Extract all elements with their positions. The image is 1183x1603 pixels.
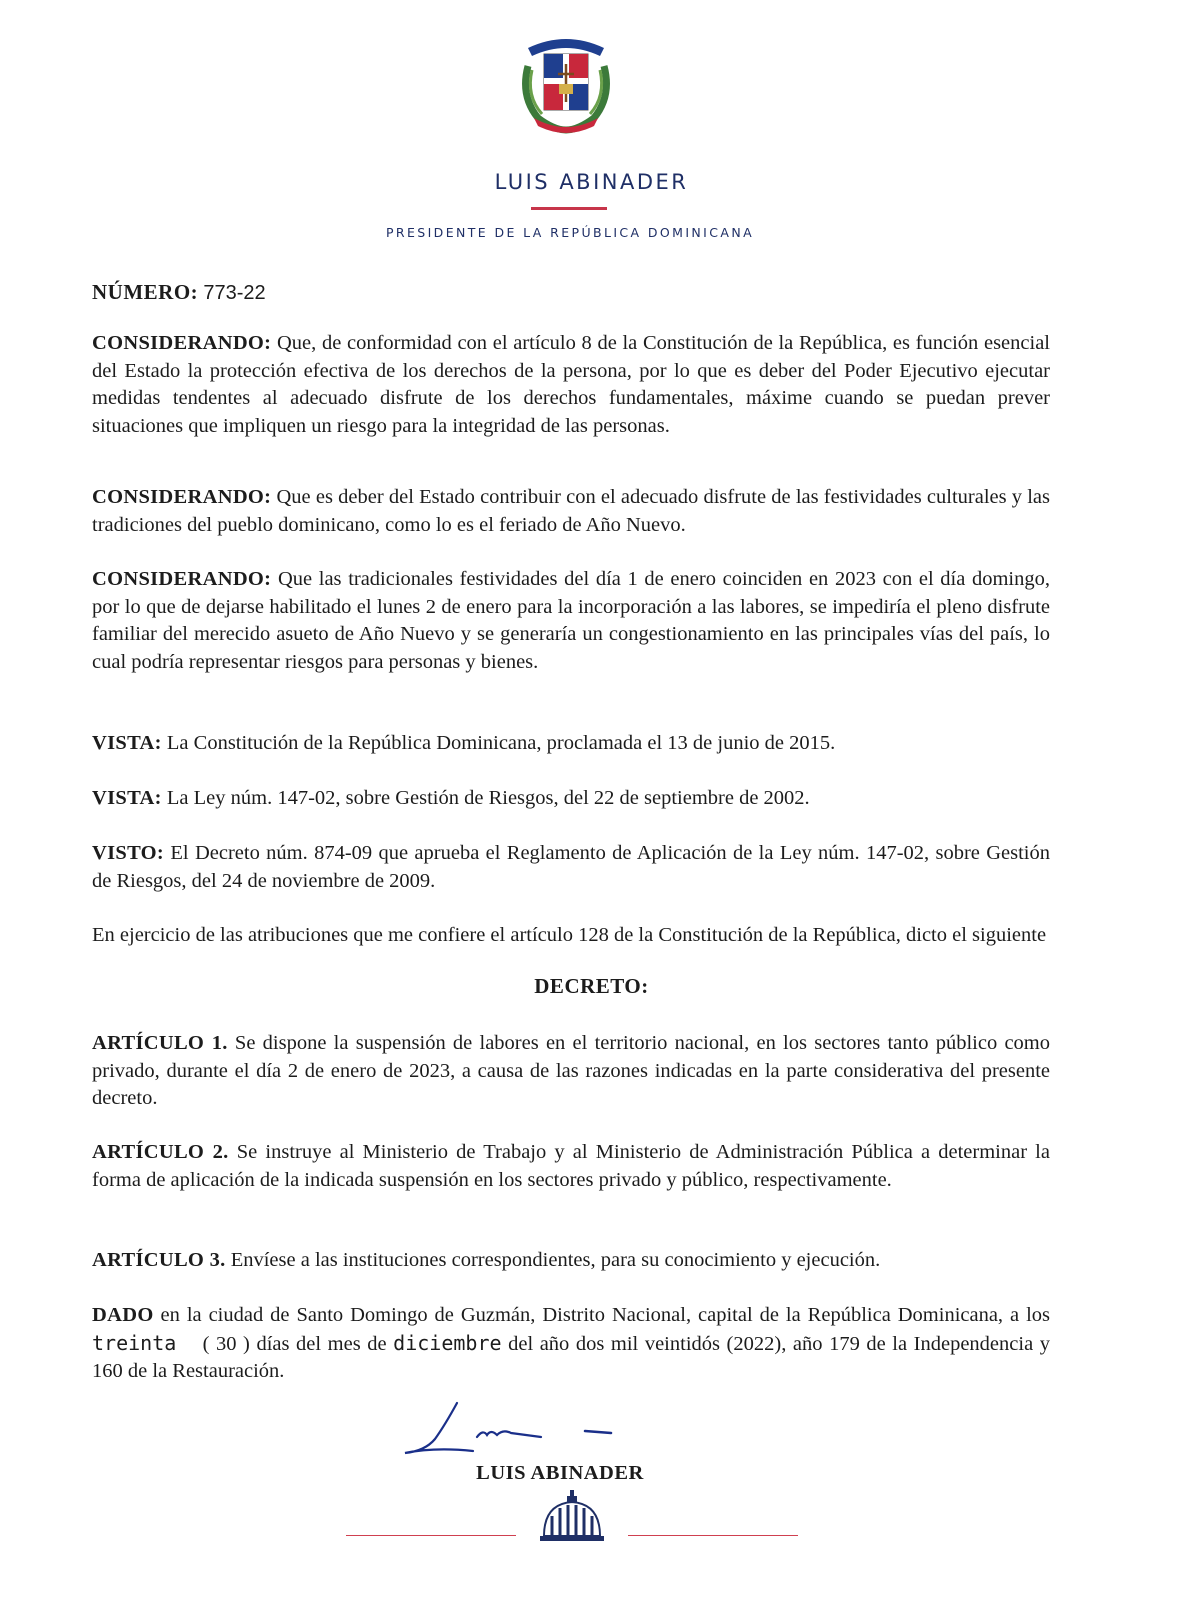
articulo-paragraph [92,1030,1050,1113]
header-president-name: LUIS ABINADER [494,170,689,194]
vista-label: VISTA: [92,732,162,754]
articulo-label: ARTÍCULO 1. [92,1032,228,1054]
footer-divider-left [346,1535,516,1537]
signature-name: LUIS ABINADER [476,1462,644,1484]
dado-month: diciembre [393,1330,502,1355]
dado-day-number: ( 30 ) [202,1332,250,1355]
considerando-text: Que las tradicionales festividades del día 1 de enero coinciden en 2023 con el día domingo, por lo que de dejarse habilitado el lunes 2 de enero para la incorporación a las labores, se impediría el pleno disfrute familiar del merecido asueto de Año Nuevo y se generaría un congestionamiento en las principales vías del país, lo cual podría representar riesgos para personas y bienes. [92,568,1050,673]
visto-paragraph [92,840,1050,895]
considerando-text: Que, de conformidad con el artículo 8 de la Constitución de la República, es función esencial del Estado la protección efectiva de los derechos de la persona, por lo que es deber del Poder Ejecutivo ejecutar medidas tendentes al adecuado disfrute de los derechos fundamentales, máxime cuando se puedan prever situaciones que impliquen un riesgo para la integridad de las personas. [92,332,1050,437]
articulo-label: ARTÍCULO 2. [92,1141,229,1163]
vista-text: La Constitución de la República Dominicana, proclamada el 13 de junio de 2015. [161,732,836,754]
considerando-label: CONSIDERANDO: [92,486,272,508]
decree-number-label: NÚMERO: [92,280,199,304]
palace-dome-icon [538,1490,606,1548]
vista-label: VISTA: [92,787,162,809]
header-subtitle: PRESIDENTE DE LA REPÚBLICA DOMINICANA [385,225,755,240]
articulo-text: Se dispone la suspensión de labores en el territorio nacional, en los sectores tanto público como privado, durante el día 2 de enero de 2023, a causa de las razones indicadas en la parte considerativa del presente decreto. [92,1032,1050,1109]
considerando-label: CONSIDERANDO: [92,568,272,590]
dado-paragraph [92,1302,1050,1386]
visto-label: VISTO: [92,842,165,864]
vista-paragraph [92,730,1050,758]
footer-divider-right [628,1535,798,1537]
dado-text: días del mes de [249,1332,394,1355]
handwritten-signature [395,1395,625,1465]
considerando-text: Que es deber del Estado contribuir con el adecuado disfrute de las festividades culturales y las tradiciones del pueblo dominicano, como lo es el feriado de Año Nuevo. [92,486,1050,536]
coat-of-arms-seal [514,26,618,134]
articulo-text: Se instruye al Ministerio de Trabajo y al Ministerio de Administración Pública a determinar la forma de aplicación de la indicada suspensión en los sectores privado y público, respectivamente. [92,1141,1050,1191]
articulo-paragraph [92,1247,1050,1275]
considerando-paragraph [92,566,1050,676]
dado-text: del año dos mil veintidós (2022), año 179 de la Independencia y 160 de la Restauración. [92,1332,1050,1382]
dado-text: en la ciudad de Santo Domingo de Guzmán, Distrito Nacional, capital de la República Dominicana, a los [153,1304,1050,1326]
vista-text: La Ley núm. 147-02, sobre Gestión de Riesgos, del 22 de septiembre de 2002. [161,787,810,809]
decree-number-value: 773-22 [203,282,266,304]
decreto-heading: DECRETO: [534,974,649,998]
vista-paragraph [92,785,1050,813]
decree-number [92,280,266,305]
articulo-text: Envíese a las instituciones correspondientes, para su conocimiento y ejecución. [225,1249,881,1271]
articulo-paragraph [92,1139,1050,1194]
ejercicio-paragraph: En ejercicio de las atribuciones que me confiere el artículo 128 de la Constitución de la República, dicto el siguiente [92,924,1047,946]
visto-text: El Decreto núm. 874-09 que aprueba el Reglamento de Aplicación de la Ley núm. 147-02, sobre Gestión de Riesgos, del 24 de noviembre de 2009. [92,842,1050,892]
considerando-label: CONSIDERANDO: [92,332,272,354]
considerando-paragraph [92,484,1050,539]
dado-label: DADO [92,1304,154,1326]
header-divider [531,207,607,210]
considerando-paragraph [92,330,1050,440]
dado-day-word: treinta [92,1330,177,1355]
articulo-label: ARTÍCULO 3. [92,1249,226,1271]
